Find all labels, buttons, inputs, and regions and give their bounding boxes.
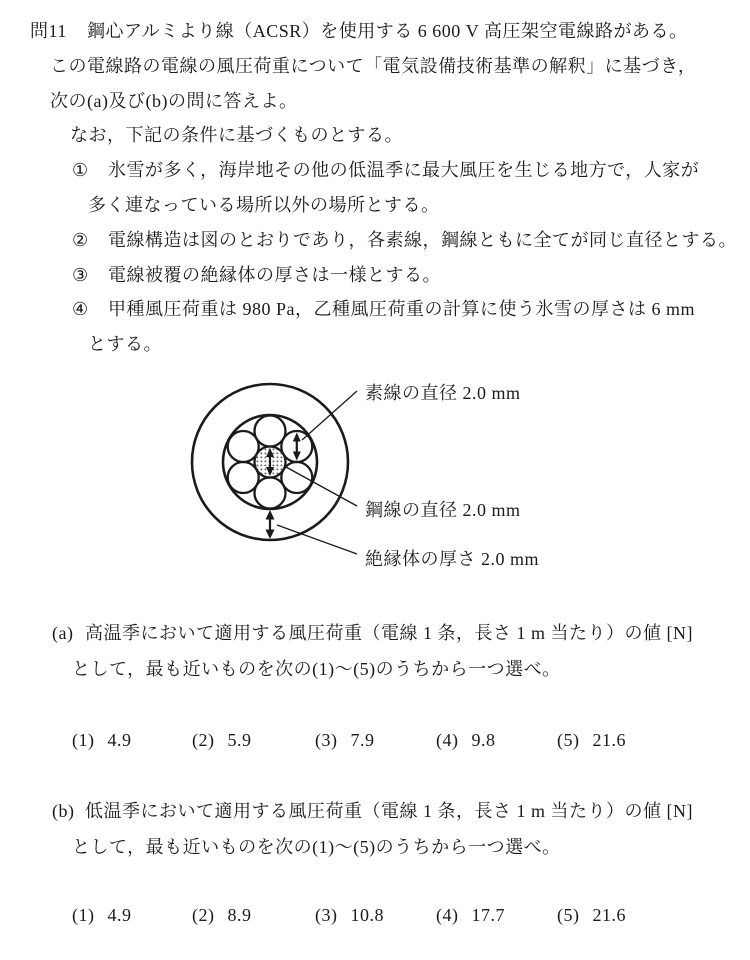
- condition-3-text: 電線被覆の絶縁体の厚さは一様とする。: [108, 265, 441, 285]
- option-a-2-number: (2): [192, 730, 215, 750]
- condition-1-text: 氷雪が多く，海岸地その他の低温季に最大風圧を生じる地方で，人家が: [108, 160, 700, 180]
- option-a-3-value: 7.9: [350, 730, 375, 750]
- option-b-4-number: (4): [436, 905, 459, 925]
- condition-1-text-cont: 多く連なっている場所以外の場所とする。: [88, 195, 440, 215]
- option-b-3-value: 10.8: [350, 905, 384, 925]
- strand-diameter-arrow: [293, 433, 301, 461]
- condition-4-marker: ④: [72, 299, 89, 319]
- option-a-4-number: (4): [436, 730, 459, 750]
- insulation-thickness-arrow: [266, 510, 275, 539]
- subquestion-a-marker: (a): [52, 623, 74, 643]
- option-a-1-number: (1): [72, 730, 95, 750]
- option-b-4-value: 17.7: [471, 905, 505, 925]
- option-a-5-number: (5): [557, 730, 580, 750]
- subquestion-b-marker: (b): [52, 801, 75, 821]
- condition-4-text-cont: とする。: [88, 334, 162, 354]
- question-note: なお，下記の条件に基づくものとする。: [70, 125, 403, 145]
- option-b-5-value: 21.6: [592, 905, 626, 925]
- option-b-2-value: 8.9: [227, 905, 252, 925]
- condition-3-marker: ③: [72, 265, 89, 285]
- question-number: 問11: [30, 21, 67, 41]
- option-b-4: [436, 904, 505, 926]
- option-b-3: [315, 904, 384, 926]
- option-b-5-number: (5): [557, 905, 580, 925]
- option-a-3-number: (3): [315, 730, 338, 750]
- wire-cross-section-diagram: [160, 375, 365, 575]
- condition-2-text: 電線構造は図のとおりであり，各素線，鋼線ともに全てが同じ直径とする。: [108, 230, 737, 250]
- option-a-3: [315, 729, 375, 751]
- option-b-1: [72, 904, 132, 926]
- option-b-1-value: 4.9: [107, 905, 132, 925]
- strand-diameter-label: 素線の直径 2.0 mm: [365, 383, 521, 403]
- subquestion-a-line-1: 高温季において適用する風圧荷重（電線 1 条，長さ 1 m 当たり）の値 [N]: [85, 623, 693, 643]
- option-a-5-value: 21.6: [592, 730, 626, 750]
- subquestion-b-line-2: として，最も近いものを次の(1)～(5)のうちから一つ選べ。: [72, 837, 561, 857]
- option-a-4: [436, 729, 496, 751]
- option-a-2-value: 5.9: [227, 730, 252, 750]
- condition-1-marker: ①: [72, 160, 89, 180]
- subquestion-b-line-1: 低温季において適用する風圧荷重（電線 1 条，長さ 1 m 当たり）の値 [N]: [85, 801, 693, 821]
- leader-line-insulation: [277, 525, 357, 554]
- option-a-5: [557, 729, 626, 751]
- insulation-thickness-label: 絶縁体の厚さ 2.0 mm: [365, 549, 540, 569]
- option-b-2-number: (2): [192, 905, 215, 925]
- steel-diameter-label: 鋼線の直径 2.0 mm: [365, 500, 521, 520]
- option-a-2: [192, 729, 252, 751]
- condition-2-marker: ②: [72, 230, 89, 250]
- condition-4-text: 甲種風圧荷重は 980 Pa，乙種風圧荷重の計算に使う氷雪の厚さは 6 mm: [108, 299, 695, 319]
- question-line-1: 鋼心アルミより線（ACSR）を使用する 6 600 V 高圧架空電線路がある。: [87, 21, 688, 41]
- aluminum-strand-bottom: [255, 478, 286, 509]
- option-b-5: [557, 904, 626, 926]
- option-a-4-value: 9.8: [471, 730, 496, 750]
- option-b-3-number: (3): [315, 905, 338, 925]
- question-line-2: この電線路の電線の風圧荷重について「電気設備技術基準の解釈」に基づき，: [50, 56, 697, 76]
- question-line-3: 次の(a)及び(b)の問に答えよ。: [50, 91, 298, 111]
- option-b-2: [192, 904, 252, 926]
- leader-line-strand: [302, 391, 357, 440]
- option-b-1-number: (1): [72, 905, 95, 925]
- subquestion-a-line-2: として，最も近いものを次の(1)～(5)のうちから一つ選べ。: [72, 659, 561, 679]
- option-a-1-value: 4.9: [107, 730, 132, 750]
- option-a-1: [72, 729, 132, 751]
